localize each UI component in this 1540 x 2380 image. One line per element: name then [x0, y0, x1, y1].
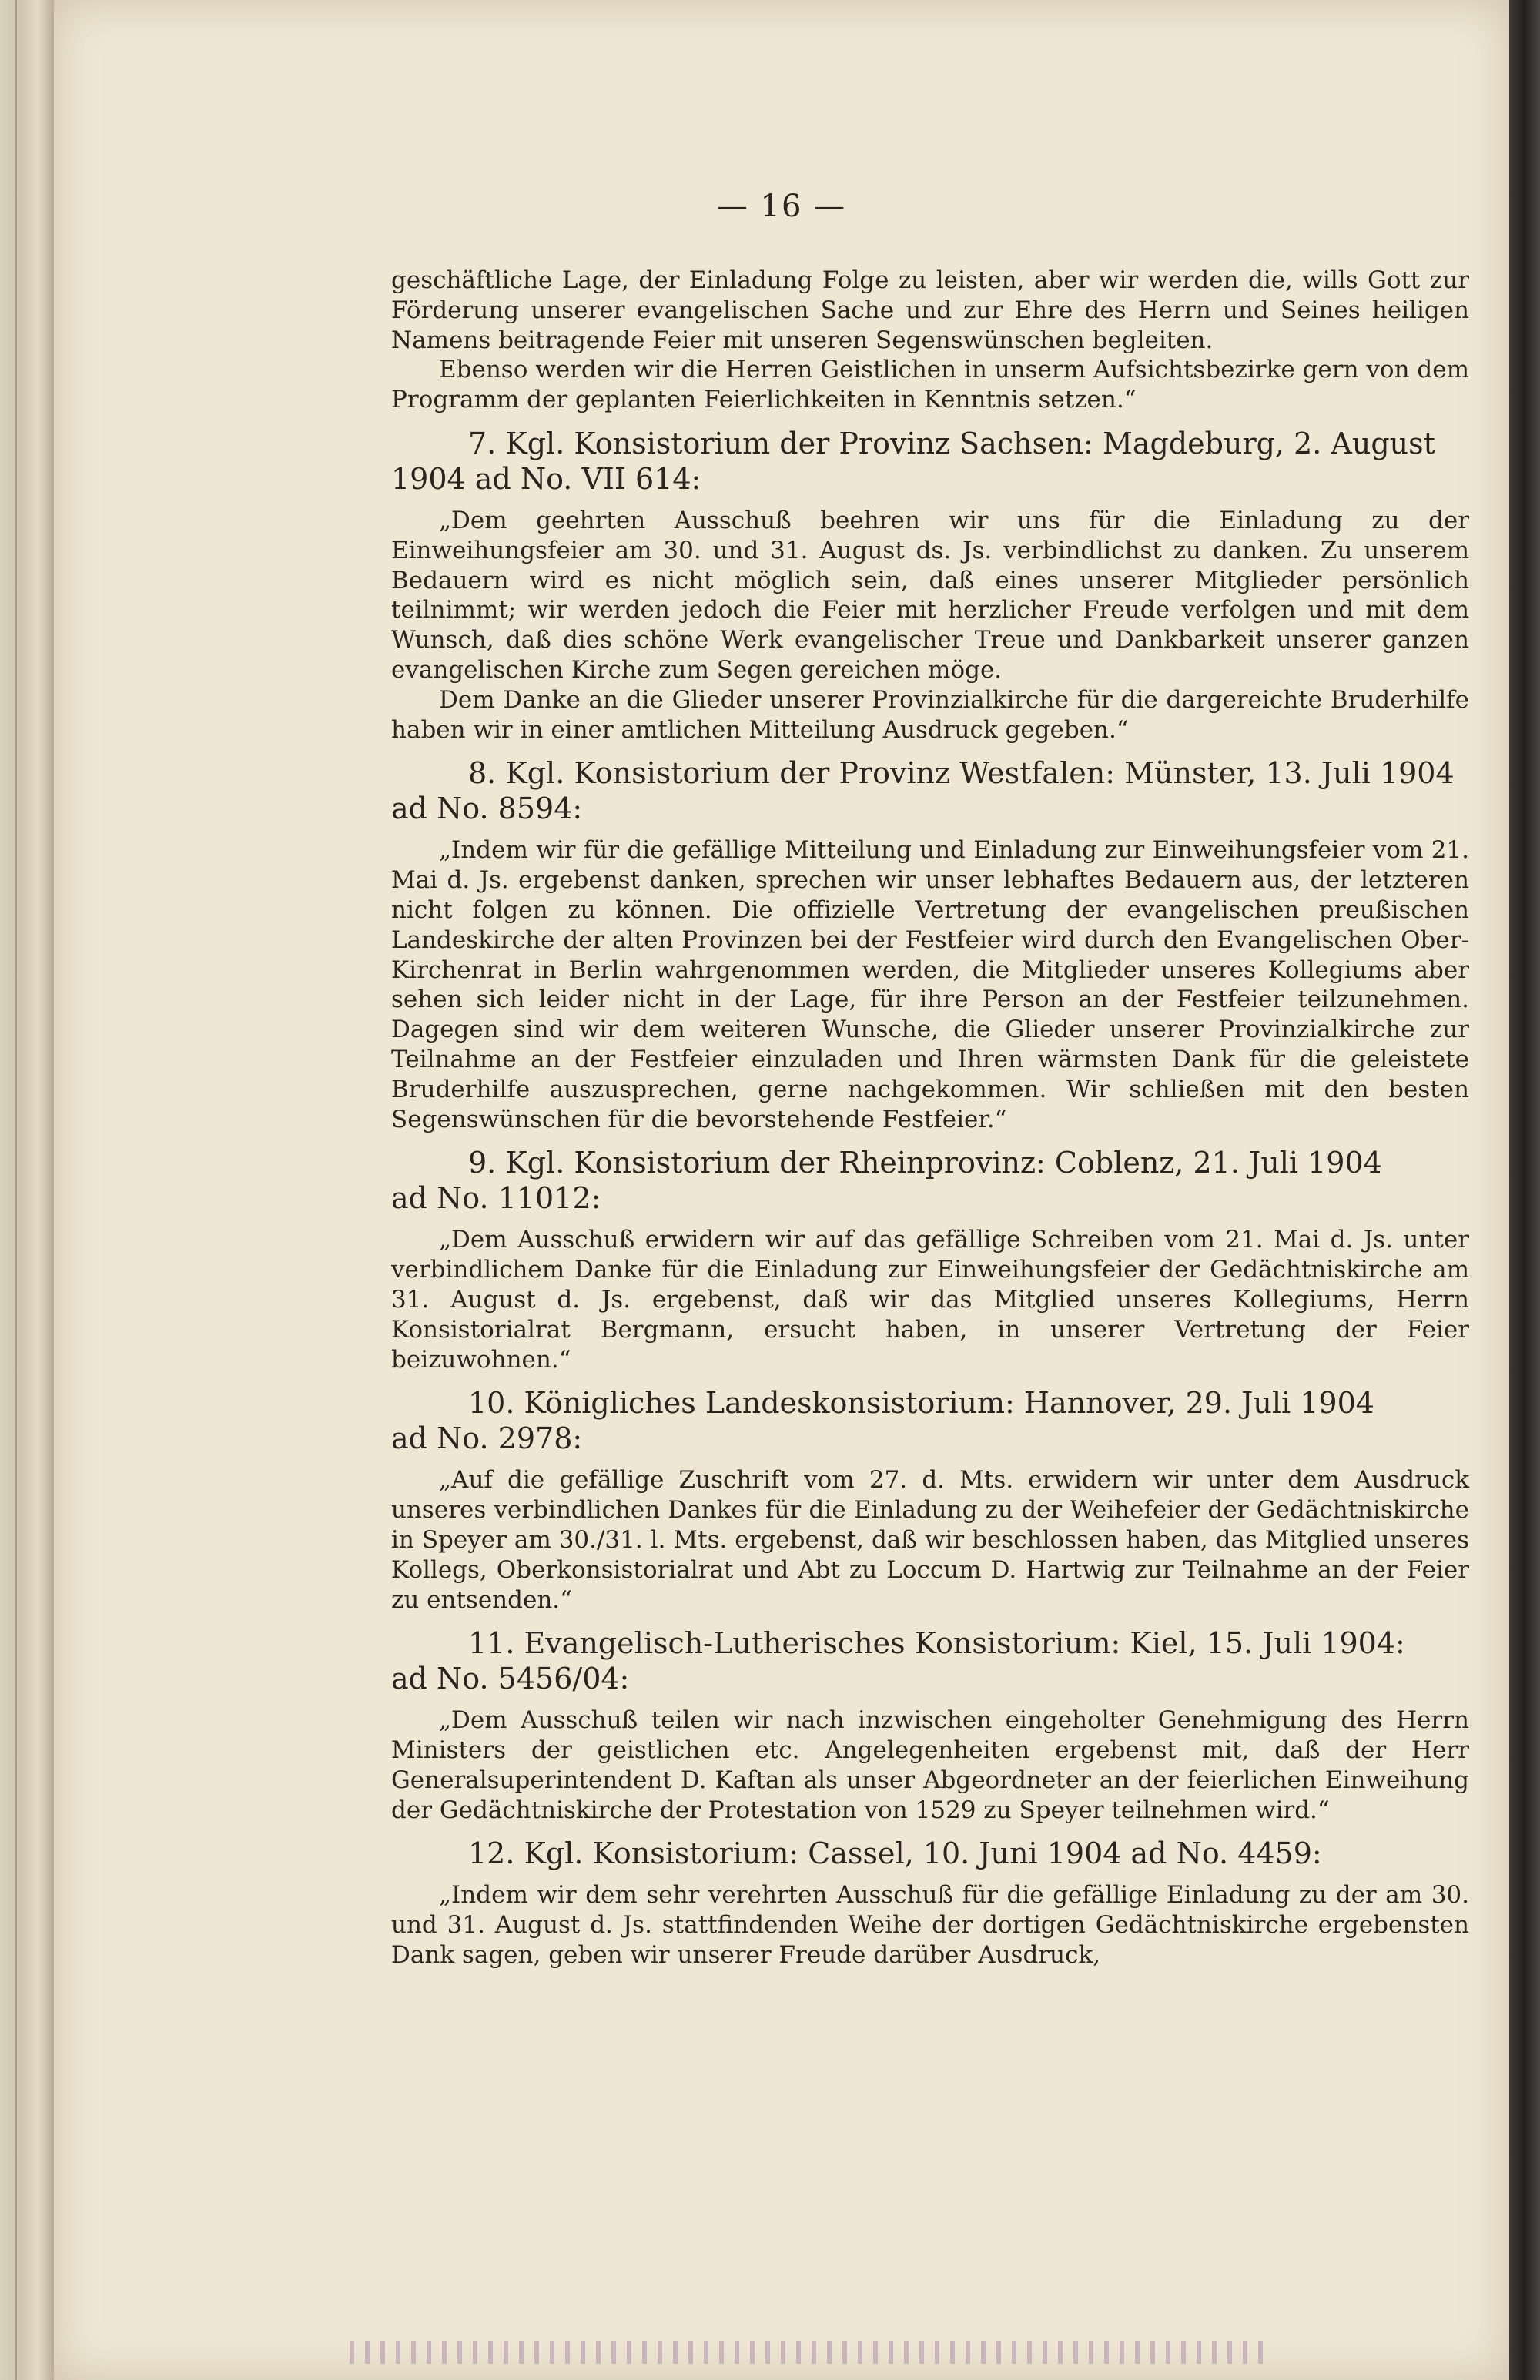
letter-quote: „Dem Ausschuß teilen wir nach inzwischen eingeholter Genehmigung des Herrn Ministers der geistlichen etc. Angelegenheiten ergebenst mit, daß der Herr Generalsuperintendent D. Kaftan als unser Abgeordneter an der feierlichen Einweihung der Gedächtniskirche der Protestation von 1529 zu Speyer teilnehmen wird.“ — [391, 1706, 1469, 1824]
book-binding — [0, 0, 54, 2380]
section-heading: 10. Königliches Landeskonsistorium: Hannover, 29. Juli 1904 ad No. 2978: — [391, 1386, 1374, 1456]
letter-quote: „Dem geehrten Ausschuß beehren wir uns für die Einladung zu der Einweihungsfeier am 30. und 31. August ds. Js. verbindlichst zu danken. Zu unserem Bedauern wird es nicht möglich sein, daß eines unserer Mitglieder persönlich teilnimmt; wir werden jedoch die Feier mit herzlicher Freude verfolgen und mit dem Wunsch, daß dies schöne Werk evangelischer Treue und Dankbarkeit unserer ganzen evangelischen Kirche zum Segen gereichen möge. — [391, 506, 1469, 684]
intro-paragraph: Ebenso werden wir die Herren Geistlichen in unserm Aufsichtsbezirke gern von dem Programm der geplanten Feierlichkeiten in Kenntnis setzen.“ — [391, 356, 1469, 414]
letter-quote: „Auf die gefällige Zuschrift vom 27. d. Mts. erwidern wir unter dem Ausdruck unseres verbindlichen Dankes für die Einladung zu der Weihefeier der Gedächtniskirche in Speyer am 30./31. l. Mts. ergebenst, daß wir beschlossen haben, das Mitglied unseres Kollegs, Oberkonsistorialrat und Abt zu Loccum D. Hartwig zur Teilnahme an der Feier zu entsenden.“ — [391, 1466, 1469, 1614]
letter-quote: „Indem wir dem sehr verehrten Ausschuß für die gefällige Einladung zu der am 30. und 31. August d. Js. stattfindenden Weihe der dortigen Gedächtniskirche ergebensten Dank sagen, geben wir unserer Freude darüber Ausdruck, — [391, 1881, 1469, 1970]
ink-marks — [339, 2341, 1263, 2364]
section-heading: 8. Kgl. Konsistorium der Provinz Westfalen: Münster, 13. Juli 1904 ad No. 8594: — [391, 756, 1455, 826]
section-heading: 12. Kgl. Konsistorium: Cassel, 10. Juni 1904 ad No. 4459: — [468, 1836, 1322, 1871]
scan-edge — [1509, 0, 1540, 2380]
page-number: — 16 — — [716, 189, 847, 224]
page-text — [391, 266, 1469, 1970]
intro-paragraph: geschäftliche Lage, der Einladung Folge zu leisten, aber wir werden die, wills Gott zur Förderung unserer evangelischen Sache und zur Ehre des Herrn und Seines heiligen Namens beitragende Feier mit unseren Segenswünschen begleiten. — [391, 266, 1469, 354]
book-page — [54, 0, 1509, 2380]
section-heading: 9. Kgl. Konsistorium der Rheinprovinz: Coblenz, 21. Juli 1904 ad No. 11012: — [391, 1146, 1382, 1216]
letter-quote: „Dem Ausschuß erwidern wir auf das gefällige Schreiben vom 21. Mai d. Js. unter verbindlichem Danke für die Einladung zur Einweihungsfeier der Gedächtniskirche am 31. August d. Js. ergebenst, daß wir das Mitglied unseres Kollegiums, Herrn Konsistorialrat Bergmann, ersucht haben, in unserer Vertretung der Feier beizuwohnen.“ — [391, 1226, 1469, 1374]
section-heading: 7. Kgl. Konsistorium der Provinz Sachsen: Magdeburg, 2. August 1904 ad No. VII 614: — [391, 426, 1435, 496]
letter-quote: Dem Danke an die Glieder unserer Provinzialkirche für die dargereichte Bruderhilfe haben wir in einer amtlichen Mitteilung Ausdruck gegeben.“ — [391, 685, 1469, 744]
letter-quote: „Indem wir für die gefällige Mitteilung und Einladung zur Einweihungsfeier vom 21. Mai d. Js. ergebenst danken, sprechen wir unser lebhaftes Bedauern aus, der letzteren nicht folgen zu können. Die offizielle Vertretung der evangelischen preußischen Landeskirche der alten Provinzen bei der Festfeier wird durch den Evangelischen Ober-Kirchenrat in Berlin wahrgenommen werden, die Mitglieder unseres Kollegiums aber sehen sich leider nicht in der Lage, für ihre Person an der Festfeier teilzunehmen. Dagegen sind wir dem weiteren Wunsche, die Glieder unserer Provinzialkirche zur Teilnahme an der Festfeier einzuladen und Ihren wärmsten Dank für die geleistete Bruderhilfe auszusprechen, gerne nachgekommen. Wir schließen mit den besten Segenswünschen für die bevorstehende Festfeier.“ — [391, 836, 1469, 1133]
section-heading: 11. Evangelisch-Lutherisches Konsistorium: Kiel, 15. Juli 1904: ad No. 5456/04: — [391, 1626, 1405, 1696]
